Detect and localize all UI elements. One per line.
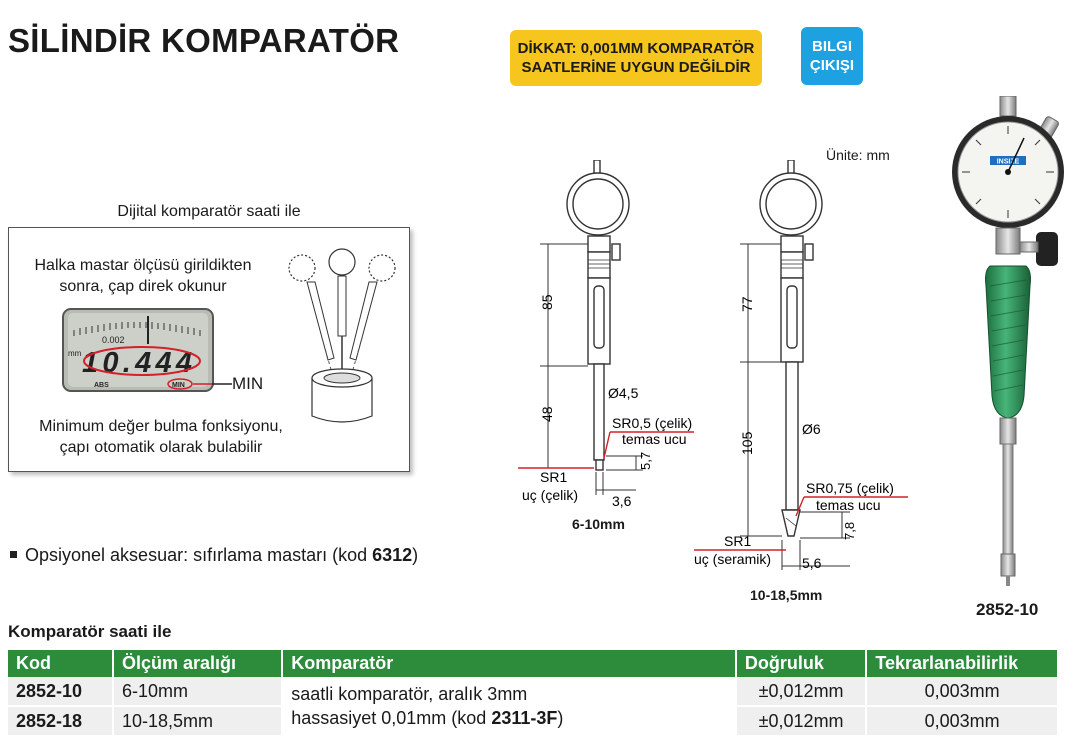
digital-lcd-display [62, 308, 214, 392]
digital-panel-caption: Dijital komparatör saati ile [117, 203, 301, 220]
table-title: Komparatör saati ile [8, 622, 172, 641]
unit-label: Ünite: mm [826, 147, 890, 163]
min-function-note [12, 416, 310, 458]
cell-range: 10-18,5mm [113, 706, 282, 736]
cell-accuracy: ±0,012mm [736, 706, 866, 736]
right-tip-1: SR1 [724, 533, 752, 549]
ring-gauge-note-line-1: Halka mastar ölçüsü girildikten [34, 257, 252, 274]
lcd-main-reading: 10.444 [82, 347, 192, 379]
warning-line-1: DİKKAT: 0,001MM KOMPARATÖR [517, 40, 755, 57]
cell-code: 2852-10 [8, 677, 113, 706]
info-button-line-2: ÇIKIŞI [809, 57, 855, 74]
optional-accessory-suffix: ) [412, 545, 419, 565]
right-tip-2: uç (seramik) [694, 551, 772, 567]
product-model-label: 2852-10 [976, 600, 1039, 619]
drawing-10-18-5mm-caption: 10-18,5mm [750, 587, 823, 603]
table-header-row [8, 650, 1057, 677]
left-dim-lower: 48 [539, 406, 555, 422]
drawing-6-10mm [518, 160, 708, 510]
col-header-comparator: Komparatör [282, 650, 736, 677]
right-contact-tip-2: temas ucu [816, 497, 881, 513]
col-header-repeatability: Tekrarlanabilirlik [866, 650, 1057, 677]
cell-repeatability: 0,003mm [866, 677, 1057, 706]
spec-table [8, 650, 1057, 737]
right-dim-upper: 77 [739, 296, 755, 312]
right-diameter: Ø6 [802, 421, 821, 437]
left-tip-1: SR1 [540, 469, 568, 485]
min-callout-label: MIN [232, 374, 264, 393]
left-dim-tip-width: 3,6 [612, 493, 632, 509]
cell-code: 2852-18 [8, 706, 113, 736]
product-brand-logo: INSIZE [996, 158, 1020, 166]
min-function-note-line-1: Minimum değer bulma fonksiyonu, [39, 418, 283, 435]
col-header-code: Kod [8, 650, 113, 677]
optional-accessory-code: 6312 [372, 545, 413, 565]
optional-accessory [10, 545, 418, 566]
info-button-line-1: BILGI [812, 38, 852, 55]
comparator-code: 2311-3F [491, 708, 558, 728]
left-contact-tip-1: SR0,5 (çelik) [612, 415, 693, 431]
table-row [8, 677, 1057, 706]
lcd-unit: mm [68, 349, 82, 358]
bore-swing-illustration [282, 238, 402, 428]
min-callout-line [212, 380, 234, 388]
page-title: SİLİNDİR KOMPARATÖR [8, 22, 400, 59]
lcd-abs-label: ABS [94, 382, 109, 389]
warning-line-2: SAATLERİNE UYGUN DEĞİLDİR [521, 59, 751, 76]
drawing-6-10mm-caption: 6-10mm [572, 516, 625, 532]
ring-gauge-note [12, 255, 274, 297]
data-output-button[interactable] [801, 27, 863, 85]
left-tip-2: uç (çelik) [522, 487, 579, 503]
ring-gauge-note-line-2: sonra, çap direk okunur [59, 278, 227, 295]
right-contact-tip-1: SR0,75 (çelik) [806, 480, 894, 496]
cell-accuracy: ±0,012mm [736, 677, 866, 706]
drawing-10-18-5mm [690, 160, 920, 580]
left-dim-tip-height: 5,7 [638, 451, 653, 470]
min-function-note-line-2: çapı otomatik olarak bulabilir [59, 439, 263, 456]
comparator-line-2-prefix: hassasiyet 0,01mm (kod [291, 708, 492, 728]
left-dim-upper: 85 [539, 294, 555, 310]
product-photo-2852-10 [940, 96, 1065, 592]
optional-accessory-text: Opsiyonel aksesuar: sıfırlama mastarı (kod [25, 545, 373, 565]
left-diameter: Ø4,5 [608, 385, 639, 401]
lcd-min-label: MIN [172, 382, 185, 389]
bullet-icon [10, 551, 17, 558]
cell-comparator [282, 677, 736, 736]
col-header-accuracy: Doğruluk [736, 650, 866, 677]
left-contact-tip-2: temas ucu [622, 431, 687, 447]
comparator-line-2-suffix: ) [557, 708, 564, 728]
right-dim-lower: 105 [739, 431, 755, 455]
cell-range: 6-10mm [113, 677, 282, 706]
cell-repeatability: 0,003mm [866, 706, 1057, 736]
comparator-line-2 [291, 706, 727, 730]
col-header-range: Ölçüm aralığı [113, 650, 282, 677]
right-dim-tip-width: 5,6 [802, 555, 822, 571]
right-dim-tip-height: 7,8 [842, 521, 857, 540]
lcd-sub-reading: 0.002 [102, 335, 125, 345]
compatibility-warning-badge [510, 30, 762, 86]
comparator-line-1: saatli komparatör, aralık 3mm [291, 684, 528, 704]
